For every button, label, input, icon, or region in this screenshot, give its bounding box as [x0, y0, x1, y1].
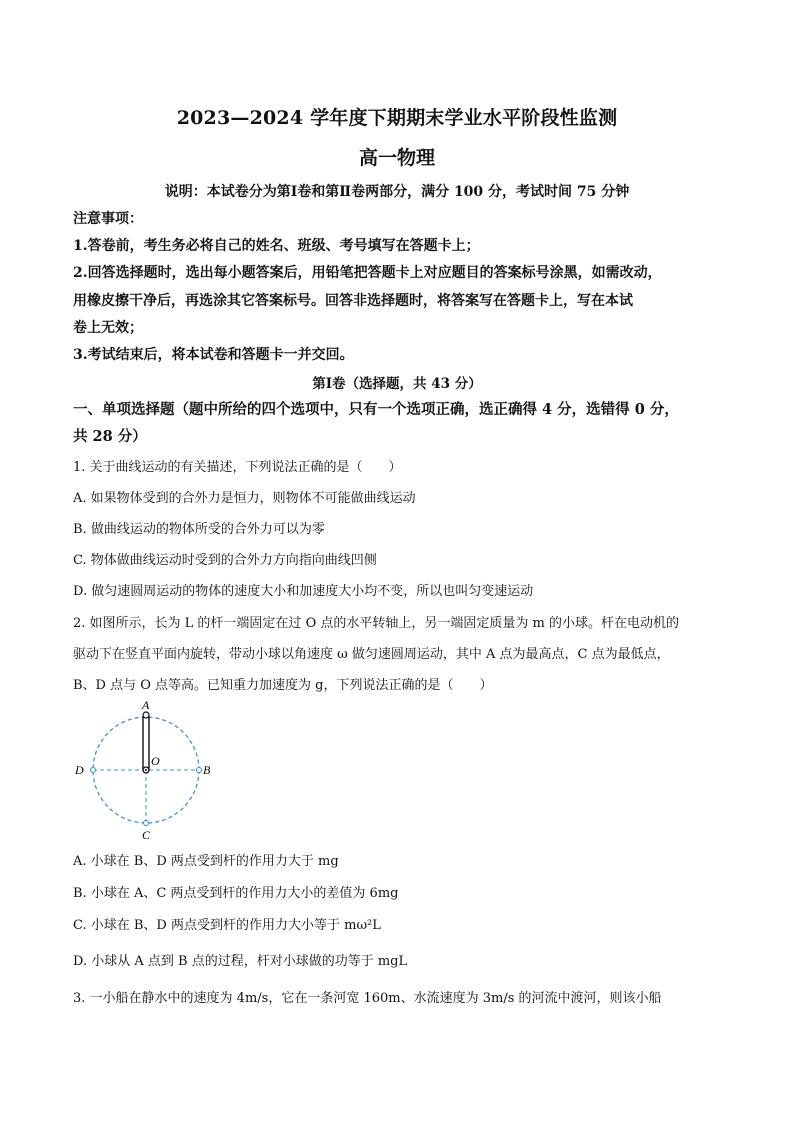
q3-stem: 3. 一小船在静水中的速度为 4m/s，它在一条河宽 160m、水流速度为 3m/s 的河流中渡河，则该小船 [73, 991, 662, 1006]
label-c: C [142, 828, 151, 842]
note-item: 2.回答选择题时，选出每小题答案后，用铅笔把答题卡上对应题目的答案标号涂黑，如需改动， [73, 265, 662, 281]
q2-stem-line: 驱动下在竖直平面内旋转，带动小球以角速度 ω 做匀速圆周运动，其中 A 点为最高点，C 点为最低点， [73, 647, 670, 662]
rod [143, 717, 149, 770]
q1-option-d: D. 做匀速圆周运动的物体的速度大小和加速度大小均不变，所以也叫匀变速运动 [73, 584, 534, 599]
q2-stem-line: B、D 点与 O 点等高。已知重力加速度为 g，下列说法正确的是（ ） [73, 678, 493, 693]
point-d-marker [91, 768, 96, 773]
exam-description: 说明：本试卷分为第Ⅰ卷和第Ⅱ卷两部分，满分 100 分，考试时间 75 分钟 [164, 184, 630, 200]
section-heading-cont: 共 28 分） [73, 428, 147, 445]
notes-heading: 注意事项： [73, 211, 143, 227]
point-c-marker [144, 821, 149, 826]
note-item: 1.答卷前，考生务必将自己的姓名、班级、考号填写在答题卡上； [73, 238, 480, 254]
q2-stem-line: 2. 如图所示，长为 L 的杆一端固定在过 O 点的水平转轴上，另一端固定质量为 m 的小球。杆在电动机的 [73, 616, 679, 631]
section-heading: 一、单项选择题（题中所给的四个选项中，只有一个选项正确，选正确得 4 分，选错得 0 分， [73, 401, 679, 418]
note-item: 卷上无效； [73, 320, 143, 336]
point-b-marker [197, 768, 202, 773]
q2-option-a: A. 小球在 B、D 两点受到杆的作用力大于 mg [73, 854, 339, 869]
q1-option-b: B. 做曲线运动的物体所受的合外力可以为零 [73, 522, 325, 537]
q1-option-a: A. 如果物体受到的合外力是恒力，则物体不可能做曲线运动 [73, 491, 416, 506]
q1-stem: 1. 关于曲线运动的有关描述，下列说法正确的是（ ） [73, 460, 402, 475]
ball-at-a [143, 712, 149, 718]
label-d: D [75, 763, 84, 777]
label-o: O [151, 754, 160, 768]
part1-heading: 第Ⅰ卷（选择题，共 43 分） [312, 376, 482, 392]
q2-option-c: C. 小球在 B、D 两点受到杆的作用力大小等于 mω²L [73, 918, 381, 933]
exam-title: 2023—2024 学年度下期期末学业水平阶段性监测 [176, 107, 618, 129]
q1-option-c: C. 物体做曲线运动时受到的合外力方向指向曲线凹侧 [73, 553, 377, 568]
circular-motion-figure [75, 696, 218, 846]
note-item: 3.考试结束后，将本试卷和答题卡一并交回。 [73, 347, 354, 363]
label-b: B [203, 763, 211, 777]
q2-option-d: D. 小球从 A 点到 B 点的过程，杆对小球做的功等于 mgL [73, 954, 408, 969]
q2-option-b: B. 小球在 A、C 两点受到杆的作用力大小的差值为 6mg [73, 886, 399, 901]
exam-subject: 高一物理 [358, 147, 435, 169]
note-item: 用橡皮擦干净后，再选涂其它答案标号。回答非选择题时，将答案写在答题卡上，写在本试 [73, 293, 633, 309]
label-a: A [142, 698, 150, 712]
